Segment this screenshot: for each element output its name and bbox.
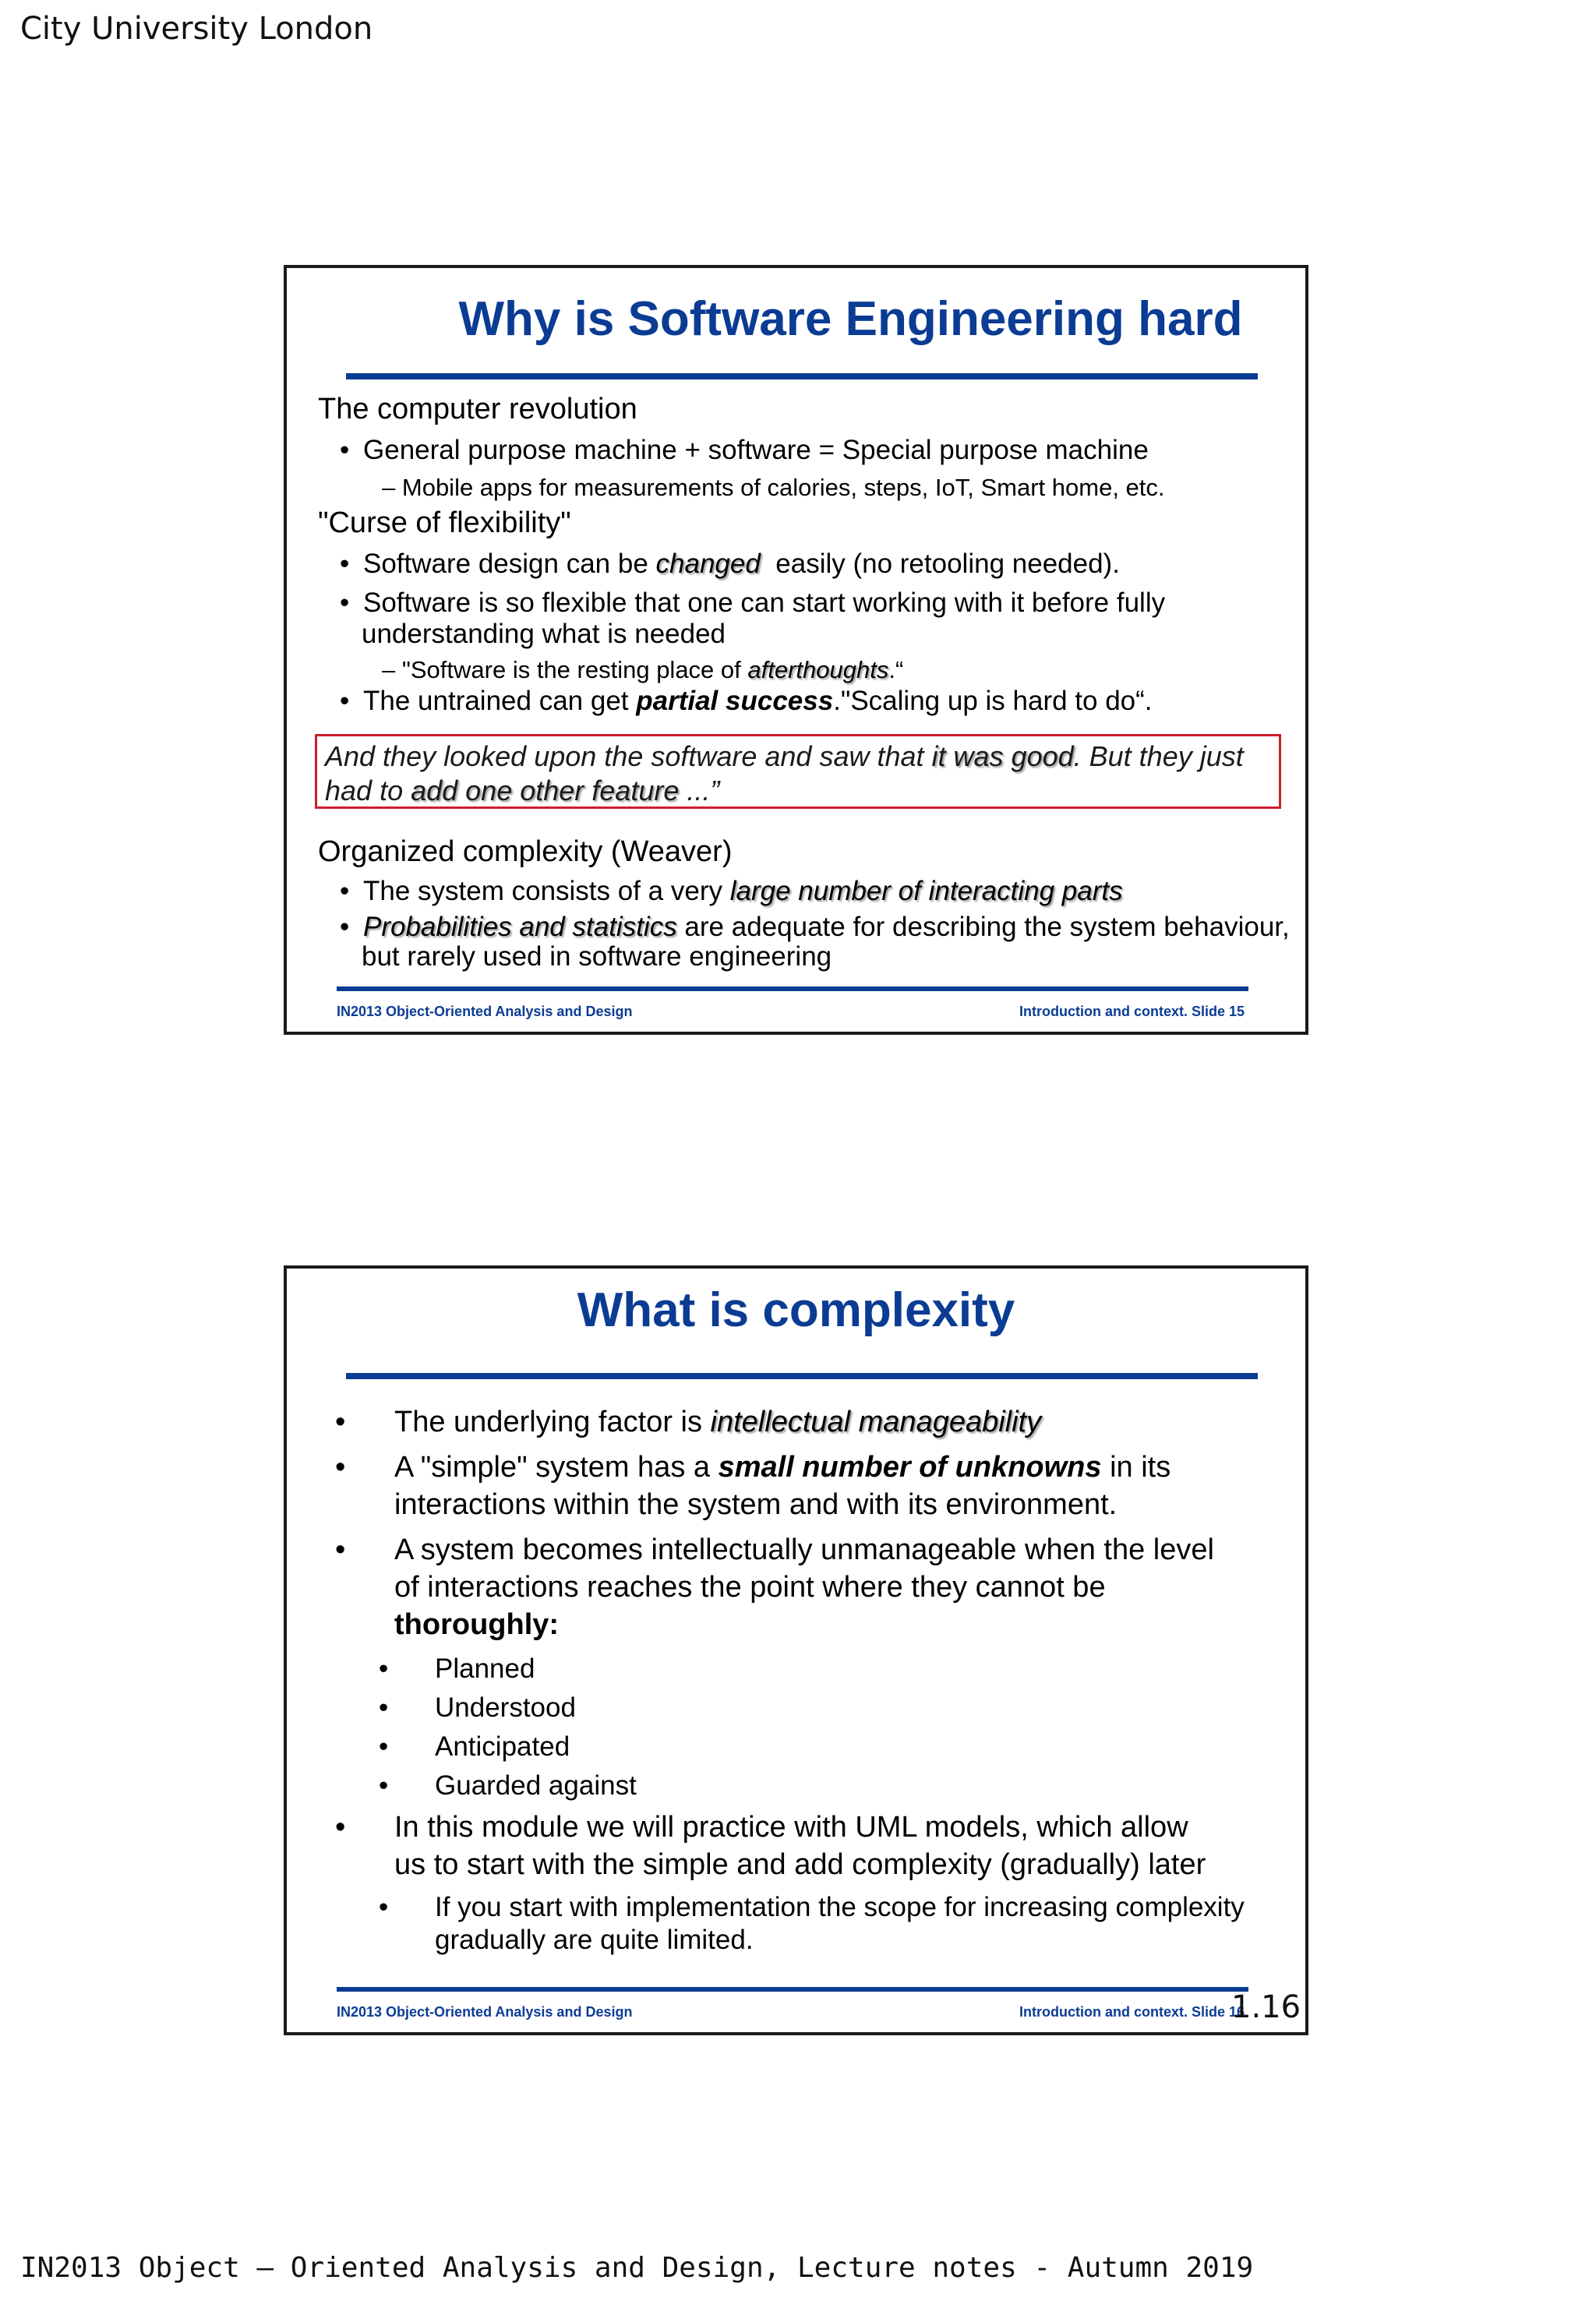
emphasis-add-feature: add one other feature <box>411 775 680 806</box>
bullet-probabilities <box>340 912 1290 943</box>
emphasis-small-unknowns: small number of unknowns <box>718 1451 1102 1484</box>
sub-bullet-afterthoughts <box>382 656 903 684</box>
bullet-dot: • <box>340 588 350 618</box>
text-part: . But they just <box>1073 740 1244 772</box>
bullet-probabilities-line2: but rarely used in software engineering <box>362 941 832 972</box>
emphasis-probabilities: Probabilities and statistics <box>363 912 677 942</box>
text-part: The underlying factor is <box>394 1406 711 1438</box>
text-part: And they looked upon the software and saw that <box>325 740 932 772</box>
bullet-simple-system <box>335 1451 1171 1484</box>
text-part: easily (no retooling needed). <box>760 549 1120 579</box>
slide-footer-context: Introduction and context. Slide 15 <box>1019 1004 1245 1019</box>
text-part: The system consists of a very <box>363 876 730 906</box>
emphasis-interacting-parts: large number of interacting parts <box>729 876 1123 906</box>
dash-marker: – <box>382 656 396 683</box>
sub-bullet-text: Understood <box>435 1692 576 1723</box>
title-rule <box>346 373 1258 379</box>
sub-bullet-understood <box>379 1692 576 1724</box>
bullet-general-purpose <box>340 435 1149 466</box>
bullet-dot: • <box>379 1892 389 1922</box>
bullet-text: In this module we will practice with UML models, which allow <box>394 1811 1188 1844</box>
bullet-dot: • <box>340 435 350 465</box>
heading-computer-revolution: The computer revolution <box>318 393 637 425</box>
bullet-text <box>363 686 1153 716</box>
bullet-simple-system-line2: interactions within the system and with its environment. <box>394 1488 1118 1521</box>
bullet-dot: • <box>340 549 350 579</box>
bullet-unmanageable-line2: of interactions reaches the point where they cannot be <box>394 1571 1106 1604</box>
sub-bullet-anticipated <box>379 1731 570 1763</box>
bullet-software-flexible-line2: understanding what is needed <box>362 619 726 649</box>
bullet-partial-success <box>340 686 1153 717</box>
bullet-unmanageable-line3: thoroughly: <box>394 1608 560 1641</box>
text-part: are adequate for describing the system behaviour, <box>676 912 1290 942</box>
sub-bullet-text: If you start with implementation the scope for increasing complexity <box>435 1892 1245 1922</box>
bullet-dot: • <box>379 1770 389 1801</box>
bullet-text <box>363 876 1123 906</box>
emphasis-partial-success: partial success <box>636 686 834 716</box>
text-part: ."Scaling up is hard to do“. <box>833 686 1153 716</box>
dash-marker: – <box>382 474 396 501</box>
bullet-dot: • <box>379 1731 389 1762</box>
footer-rule <box>337 1987 1248 1992</box>
sub-bullet-text: Mobile apps for measurements of calories, steps, IoT, Smart home, etc. <box>401 474 1165 501</box>
bullet-dot: • <box>335 1811 346 1844</box>
sub-bullet-implementation-line2: gradually are quite limited. <box>435 1925 754 1955</box>
emphasis-changed: changed <box>655 549 761 579</box>
text-part: "Software is the resting place of <box>401 656 748 683</box>
footer-rule <box>337 986 1248 991</box>
bullet-text <box>363 549 1120 579</box>
page-footer: IN2013 Object – Oriented Analysis and Design, Lecture notes - Autumn 2019 <box>20 2252 1254 2284</box>
page-header: City University London <box>20 11 373 47</box>
quote-line-2 <box>325 774 1271 808</box>
bullet-dot: • <box>335 1451 346 1484</box>
text-part: The untrained can get <box>363 686 637 716</box>
text-part: Software design can be <box>363 549 656 579</box>
title-rule <box>346 1373 1258 1379</box>
bullet-text <box>363 912 1290 942</box>
quote-line-1 <box>325 739 1271 774</box>
text-part: in its <box>1101 1451 1171 1484</box>
bullet-software-flexible <box>340 588 1165 619</box>
text-part: had to <box>325 775 411 806</box>
bullet-text: A system becomes intellectually unmanageable when the level <box>394 1533 1214 1566</box>
bullet-dot: • <box>340 876 350 906</box>
slide-footer-course: IN2013 Object-Oriented Analysis and Design <box>337 1004 633 1019</box>
bullet-text <box>394 1406 1041 1439</box>
bullet-dot: • <box>379 1653 389 1684</box>
slide-title: Why is Software Engineering hard <box>458 292 1243 346</box>
slide-footer-course: IN2013 Object-Oriented Analysis and Design <box>337 2004 633 2020</box>
bullet-dot: • <box>335 1406 346 1438</box>
bullet-text: Software is so flexible that one can start working with it before fully <box>363 588 1166 618</box>
heading-curse-of-flexibility: "Curse of flexibility" <box>318 506 571 539</box>
emphasis-it-was-good: it was good <box>931 740 1074 772</box>
emphasis-manageability: intellectual manageability <box>710 1406 1042 1438</box>
sub-bullet-guarded <box>379 1770 637 1802</box>
bullet-dot: • <box>340 686 350 716</box>
bullet-manageability <box>335 1406 1042 1439</box>
bullet-text: General purpose machine + software = Special purpose machine <box>363 435 1149 465</box>
bullet-uml-models <box>335 1811 1188 1844</box>
sub-bullet-text: Planned <box>435 1653 535 1684</box>
sub-bullet-text <box>402 656 903 683</box>
slide-16 <box>284 1265 1308 2035</box>
emphasis-afterthoughts: afterthoughts <box>747 656 889 683</box>
text-part: A "simple" system has a <box>394 1451 719 1484</box>
sub-bullet-implementation <box>379 1892 1245 1923</box>
page-number: 1.16 <box>1231 1989 1301 2025</box>
bullet-uml-models-line2: us to start with the simple and add complexity (gradually) later <box>394 1848 1206 1881</box>
quote-box <box>315 734 1281 809</box>
sub-bullet-mobile-apps <box>382 474 1165 502</box>
slide-title: What is complexity <box>577 1283 1015 1337</box>
bullet-dot: • <box>379 1692 389 1723</box>
sub-bullet-text: Guarded against <box>435 1770 637 1801</box>
text-part: ...” <box>679 775 720 806</box>
bullet-dot: • <box>340 912 350 942</box>
heading-organized-complexity: Organized complexity (Weaver) <box>318 835 733 868</box>
sub-bullet-text: Anticipated <box>435 1731 570 1762</box>
slide-footer-context: Introduction and context. Slide 16 <box>1019 2004 1245 2020</box>
sub-bullet-planned <box>379 1653 535 1685</box>
text-part: .“ <box>888 656 904 683</box>
bullet-unmanageable <box>335 1533 1214 1567</box>
slide-15 <box>284 265 1308 1035</box>
bullet-text <box>394 1451 1171 1484</box>
bullet-interacting-parts <box>340 876 1123 907</box>
bullet-design-changed <box>340 549 1120 580</box>
bullet-dot: • <box>335 1533 346 1566</box>
